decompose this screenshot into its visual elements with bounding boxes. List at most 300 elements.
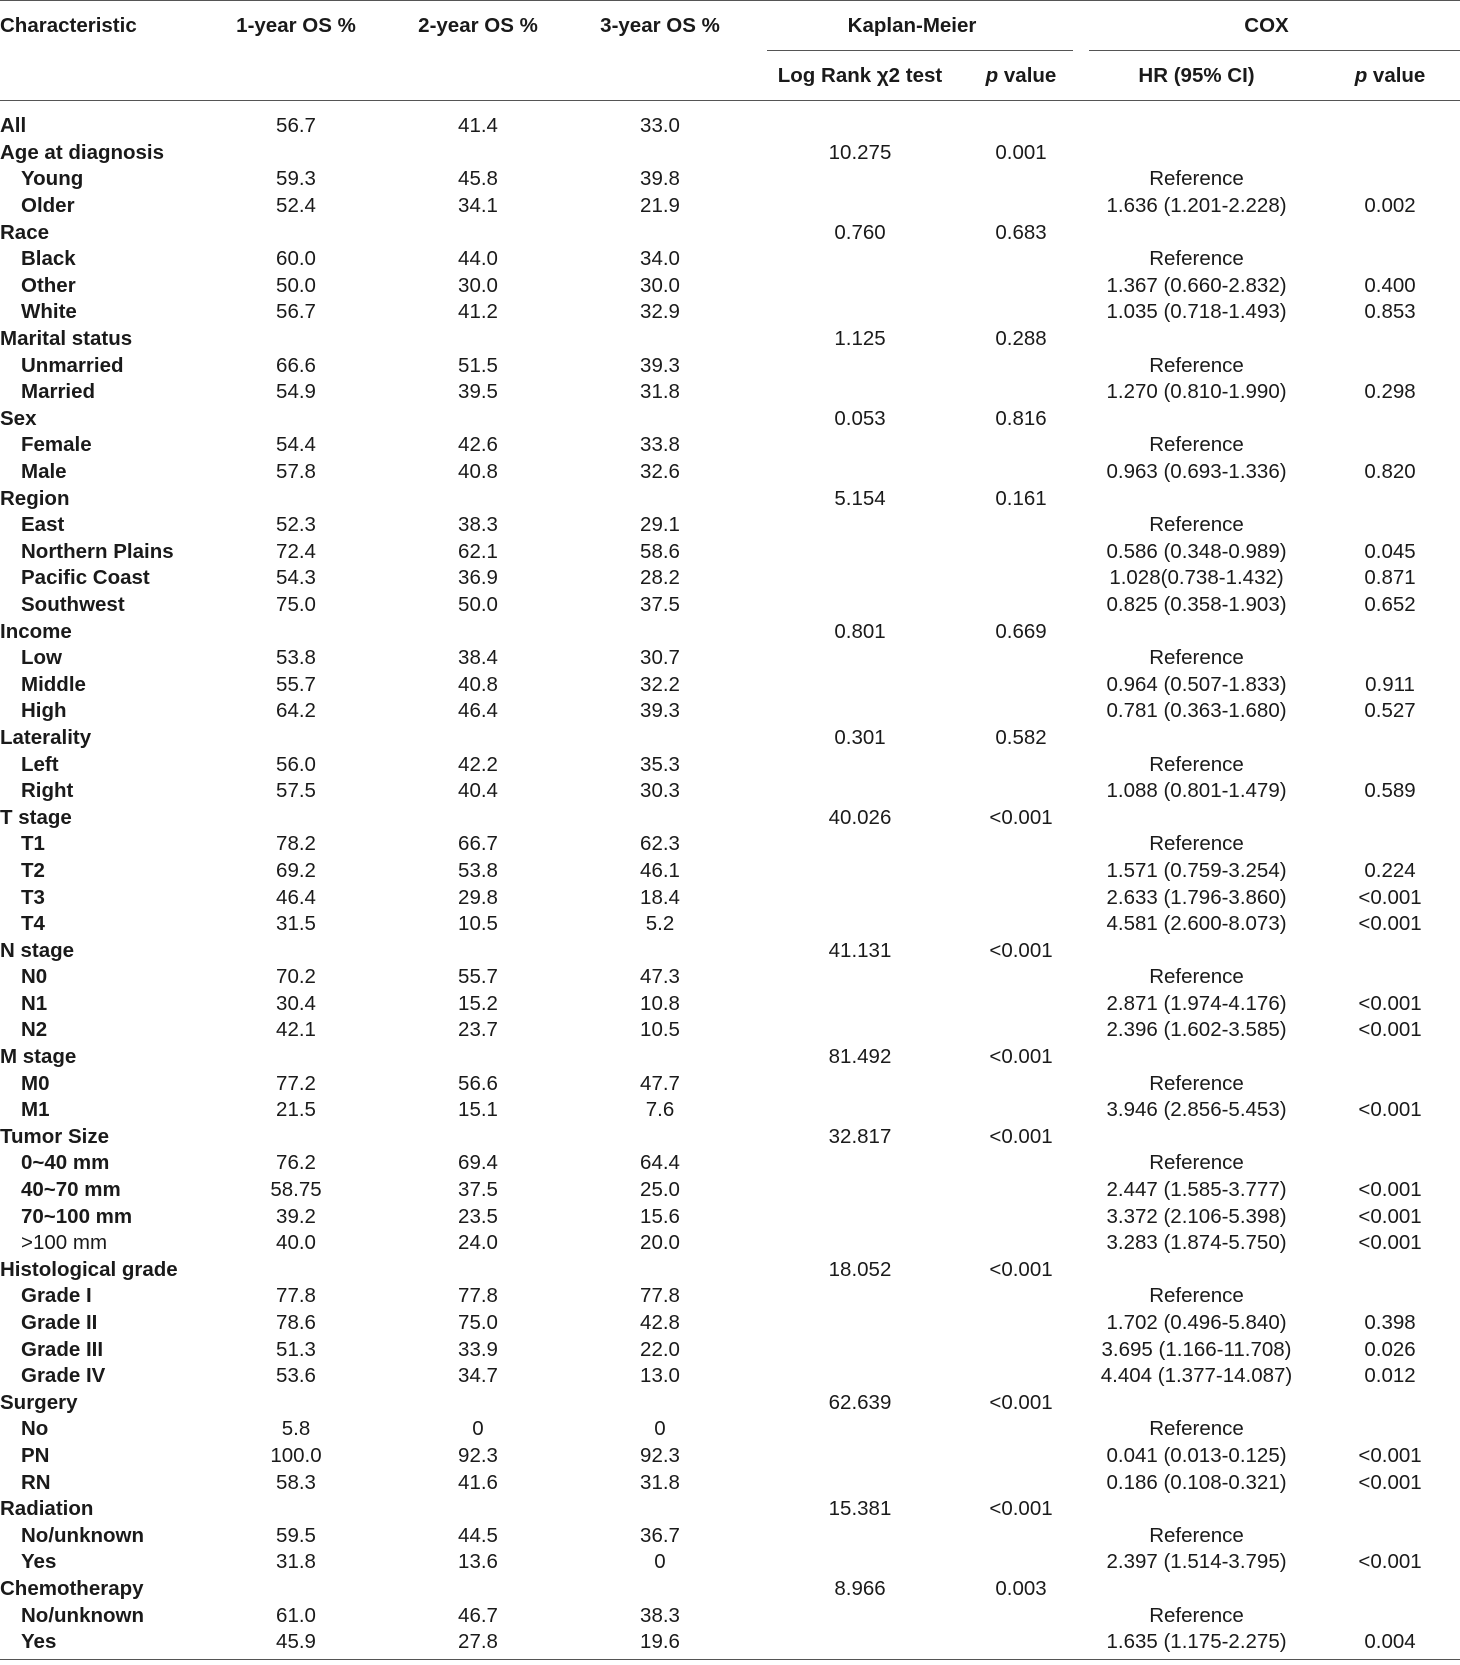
os2-value: 36.9 (458, 566, 498, 590)
table-row (0, 219, 1460, 246)
table-row (0, 1177, 1460, 1204)
os3-value (569, 937, 751, 964)
table-row (0, 1602, 1460, 1629)
cox-p-value: <0.001 (1358, 1098, 1422, 1122)
table-row (0, 592, 1460, 619)
os2-value: 10.5 (458, 912, 498, 936)
row-label: No/unknown (21, 1603, 144, 1627)
table-row (0, 858, 1460, 885)
row-label: Chemotherapy (0, 1576, 144, 1600)
hr-value (1073, 937, 1320, 964)
cox-p-value: 0.820 (1364, 460, 1416, 484)
os1-value: 45.9 (205, 1629, 387, 1660)
os1-value: 61.0 (276, 1603, 316, 1627)
hr-value: 1.367 (0.660-2.832) (1106, 273, 1287, 297)
table-row (0, 101, 1460, 140)
hr-value: Reference (1149, 433, 1244, 457)
km-p-value (969, 565, 1073, 592)
cox-p-value (1320, 1390, 1460, 1417)
log-rank-value (751, 991, 969, 1018)
hr-value: 4.581 (2.600-8.073) (1106, 912, 1287, 936)
hr-value: Reference (1149, 752, 1244, 776)
os1-value: 59.5 (276, 1523, 316, 1547)
os2-value (387, 618, 569, 645)
row-label: N stage (0, 938, 75, 962)
os1-value: 51.3 (276, 1337, 316, 1361)
log-rank-value (751, 1203, 969, 1230)
table-row (0, 1443, 1460, 1470)
os3-value: 77.8 (640, 1284, 680, 1308)
hr-value: 1.635 (1.175-2.275) (1073, 1629, 1320, 1660)
table-row (0, 459, 1460, 486)
log-rank-value: 0.053 (834, 406, 886, 430)
os1-value: 69.2 (276, 858, 316, 882)
hr-value (1073, 1496, 1320, 1523)
os1-value: 57.8 (276, 460, 316, 484)
header-os2: 2-year OS % (418, 14, 538, 37)
hr-value: Reference (1149, 965, 1244, 989)
os2-value (387, 1044, 569, 1071)
os1-value: 100.0 (270, 1443, 322, 1467)
os1-value: 78.2 (276, 832, 316, 856)
row-label: Grade II (21, 1311, 98, 1335)
os3-value: 29.1 (640, 513, 680, 537)
os3-value (569, 618, 751, 645)
hr-value: Reference (1149, 513, 1244, 537)
row-label: Unmarried (21, 353, 124, 377)
table-row (0, 1230, 1460, 1257)
header-cox: COX (1073, 1, 1460, 52)
cox-p-value: 0.298 (1364, 380, 1416, 404)
os1-value (205, 1124, 387, 1151)
os3-value: 33.8 (640, 433, 680, 457)
os2-value: 37.5 (458, 1178, 498, 1202)
table-row (0, 299, 1460, 326)
row-label: Region (0, 486, 70, 510)
os1-value (205, 219, 387, 246)
log-rank-value: 41.131 (828, 938, 892, 962)
cox-p-value: 0.004 (1320, 1629, 1460, 1660)
os2-value: 46.7 (458, 1603, 498, 1627)
log-rank-value: 0.760 (834, 220, 886, 244)
row-label: Female (21, 433, 92, 457)
log-rank-value (751, 1150, 969, 1177)
table-row (0, 1124, 1460, 1151)
os1-value: 75.0 (276, 592, 316, 616)
os1-value: 58.3 (276, 1470, 316, 1494)
row-label: Radiation (0, 1497, 94, 1521)
row-label: Income (0, 619, 72, 643)
row-label: Northern Plains (21, 539, 174, 563)
os3-value (569, 219, 751, 246)
os3-value: 39.3 (640, 699, 680, 723)
os1-value: 56.7 (276, 114, 316, 138)
hr-value: 1.571 (0.759-3.254) (1106, 858, 1287, 882)
cox-p-value (1320, 406, 1460, 433)
os2-value: 40.8 (458, 460, 498, 484)
km-p-value (969, 1230, 1073, 1257)
os1-value: 52.3 (276, 513, 316, 537)
log-rank-value (751, 565, 969, 592)
os2-value: 30.0 (458, 273, 498, 297)
os1-value: 60.0 (276, 247, 316, 271)
km-p-value (969, 751, 1073, 778)
cox-p-value (1320, 1602, 1460, 1629)
km-p-value (969, 1416, 1073, 1443)
hr-value: Reference (1149, 1603, 1244, 1627)
os1-value: 53.8 (276, 646, 316, 670)
log-rank-value (751, 193, 969, 220)
table-row (0, 1469, 1460, 1496)
os3-value (569, 1390, 751, 1417)
os3-value: 36.7 (640, 1523, 680, 1547)
cox-p-value (1320, 1576, 1460, 1603)
cox-p-value (1320, 831, 1460, 858)
cox-p-value (1320, 725, 1460, 752)
os2-value: 51.5 (458, 353, 498, 377)
header-blank (387, 51, 569, 101)
table-row (0, 246, 1460, 273)
cox-p-value (1320, 219, 1460, 246)
os1-value (205, 1044, 387, 1071)
log-rank-value (751, 671, 969, 698)
os1-value (205, 326, 387, 353)
log-rank-value (751, 1522, 969, 1549)
os1-value (205, 1390, 387, 1417)
table-row (0, 725, 1460, 752)
hr-value: Reference (1149, 1151, 1244, 1175)
os1-value: 31.8 (276, 1550, 316, 1574)
km-p-value (969, 1283, 1073, 1310)
os2-value (387, 406, 569, 433)
table-row (0, 778, 1460, 805)
os2-value (387, 937, 569, 964)
table-row (0, 991, 1460, 1018)
os1-value: 50.0 (276, 273, 316, 297)
os1-value: 40.0 (276, 1231, 316, 1255)
table-row (0, 1203, 1460, 1230)
table-row (0, 937, 1460, 964)
os3-value (569, 1496, 751, 1523)
os1-value (205, 406, 387, 433)
log-rank-value (751, 698, 969, 725)
table-row (0, 1629, 1460, 1660)
cox-p-value (1320, 1496, 1460, 1523)
os2-value: 62.1 (458, 539, 498, 563)
km-p-value: <0.001 (989, 1257, 1053, 1281)
row-label: East (21, 513, 65, 537)
os3-value (569, 804, 751, 831)
os2-value (387, 140, 569, 167)
km-p-value (969, 1150, 1073, 1177)
table-row (0, 1017, 1460, 1044)
hr-value: Reference (1149, 167, 1244, 191)
table-row (0, 645, 1460, 672)
km-p-value (969, 246, 1073, 273)
row-label: M stage (0, 1045, 77, 1069)
log-rank-value (751, 1443, 969, 1470)
row-label: Southwest (21, 592, 125, 616)
table-row (0, 1496, 1460, 1523)
os2-value: 41.2 (458, 300, 498, 324)
cox-p-value (1320, 804, 1460, 831)
cox-p-value (1320, 1522, 1460, 1549)
os2-value (387, 219, 569, 246)
os2-value: 56.6 (458, 1071, 498, 1095)
os3-value: 42.8 (640, 1311, 680, 1335)
cox-p-value (1320, 140, 1460, 167)
os3-value (569, 1576, 751, 1603)
os2-value: 38.4 (458, 646, 498, 670)
os1-value: 54.4 (276, 433, 316, 457)
km-p-value (969, 101, 1073, 140)
row-label: Male (21, 460, 67, 484)
hr-value (1073, 219, 1320, 246)
table-row (0, 1390, 1460, 1417)
os3-value: 22.0 (640, 1337, 680, 1361)
hr-value: 2.633 (1.796-3.860) (1106, 885, 1287, 909)
os3-value (569, 485, 751, 512)
row-label: M1 (21, 1098, 50, 1122)
hr-value (1073, 406, 1320, 433)
row-label: Tumor Size (0, 1124, 109, 1148)
log-rank-value (751, 858, 969, 885)
os3-value: 46.1 (640, 858, 680, 882)
os1-value: 5.8 (281, 1417, 311, 1441)
table-row (0, 804, 1460, 831)
os2-value: 38.3 (458, 513, 498, 537)
os3-value: 21.9 (640, 194, 680, 218)
p-rest: value (1367, 63, 1426, 87)
cox-p-value (1320, 1124, 1460, 1151)
os2-value: 45.8 (458, 167, 498, 191)
os2-value: 40.8 (458, 672, 498, 696)
log-rank-value (751, 1336, 969, 1363)
km-p-value (969, 166, 1073, 193)
hr-value: Reference (1149, 247, 1244, 271)
cox-p-value: <0.001 (1358, 912, 1422, 936)
os1-value (205, 618, 387, 645)
header-cox-p-value (1320, 51, 1460, 101)
row-label: Left (21, 752, 59, 776)
row-label: All (0, 114, 27, 138)
os1-value: 46.4 (276, 885, 316, 909)
os3-value: 58.6 (640, 539, 680, 563)
km-p-value (969, 592, 1073, 619)
table-row (0, 379, 1460, 406)
hr-value: 1.035 (0.718-1.493) (1106, 300, 1287, 324)
cox-p-value (1320, 751, 1460, 778)
os2-value (387, 1390, 569, 1417)
header-blank (569, 51, 751, 101)
km-p-value: <0.001 (989, 1390, 1053, 1414)
cox-p-value: <0.001 (1358, 885, 1422, 909)
cox-p-value (1320, 166, 1460, 193)
os2-value: 42.2 (458, 752, 498, 776)
os3-value: 37.5 (640, 592, 680, 616)
hr-value: 0.825 (0.358-1.903) (1106, 592, 1287, 616)
hr-value: 0.781 (0.363-1.680) (1106, 699, 1287, 723)
os2-value: 24.0 (458, 1231, 498, 1255)
cox-p-value (1320, 432, 1460, 459)
os1-value: 39.2 (276, 1204, 316, 1228)
log-rank-value (751, 459, 969, 486)
os1-value (205, 140, 387, 167)
table-row (0, 166, 1460, 193)
row-label: 70~100 mm (21, 1204, 133, 1228)
cox-p-value: 0.527 (1364, 699, 1416, 723)
hr-value (1073, 1576, 1320, 1603)
cox-p-value (1320, 1070, 1460, 1097)
log-rank-value (751, 1469, 969, 1496)
row-label: T2 (21, 858, 45, 882)
row-label: M0 (21, 1071, 50, 1095)
row-label: Pacific Coast (21, 566, 150, 590)
hr-value: 1.028(0.738-1.432) (1109, 566, 1284, 590)
cox-p-value (1320, 326, 1460, 353)
table-row (0, 539, 1460, 566)
km-p-value (969, 512, 1073, 539)
os3-value: 62.3 (640, 832, 680, 856)
log-rank-value: 0.801 (834, 619, 886, 643)
km-p-value (969, 299, 1073, 326)
log-rank-value (751, 1602, 969, 1629)
os2-value: 42.6 (458, 433, 498, 457)
os1-value: 53.6 (276, 1364, 316, 1388)
km-p-value (969, 671, 1073, 698)
row-label: Surgery (0, 1390, 78, 1414)
log-rank-value: 18.052 (828, 1257, 892, 1281)
log-rank-value (751, 1310, 969, 1337)
os3-value: 0 (654, 1550, 666, 1574)
km-p-value: 0.683 (995, 220, 1047, 244)
hr-value: 2.397 (1.514-3.795) (1106, 1550, 1287, 1574)
km-p-value: 0.003 (995, 1576, 1047, 1600)
os1-value: 56.7 (276, 300, 316, 324)
km-p-value (969, 1522, 1073, 1549)
km-p-value (969, 273, 1073, 300)
hr-value: 1.702 (0.496-5.840) (1106, 1311, 1287, 1335)
os3-value: 20.0 (640, 1231, 680, 1255)
hr-value (1073, 725, 1320, 752)
os2-value (387, 725, 569, 752)
km-p-value (969, 1629, 1073, 1660)
cox-p-value (1320, 618, 1460, 645)
os1-value: 54.3 (276, 566, 316, 590)
row-label: 40~70 mm (21, 1178, 121, 1202)
row-label: Yes (21, 1550, 57, 1574)
cox-p-value (1320, 1150, 1460, 1177)
p-rest: value (998, 63, 1057, 87)
km-p-value (969, 964, 1073, 991)
table-row (0, 671, 1460, 698)
os2-value: 41.6 (458, 1470, 498, 1494)
hr-value (1073, 1257, 1320, 1284)
os3-value: 31.8 (640, 1470, 680, 1494)
os1-value: 59.3 (276, 167, 316, 191)
row-label: Yes (0, 1629, 205, 1660)
table-row (0, 352, 1460, 379)
row-label: No/unknown (21, 1523, 144, 1547)
os2-value: 53.8 (458, 858, 498, 882)
os2-value: 40.4 (458, 779, 498, 803)
hr-value: 2.396 (1.602-3.585) (1106, 1018, 1287, 1042)
cox-p-value: 0.002 (1364, 194, 1416, 218)
km-p-value (969, 698, 1073, 725)
os2-value (387, 804, 569, 831)
header-log-rank: Log Rank χ2 test (777, 63, 943, 87)
os3-value: 39.3 (640, 353, 680, 377)
log-rank-value: 40.026 (828, 805, 892, 829)
table-row (0, 1070, 1460, 1097)
cox-p-value: 0.012 (1364, 1364, 1416, 1388)
cox-p-value (1320, 352, 1460, 379)
os1-value: 64.2 (276, 699, 316, 723)
os3-value (569, 326, 751, 353)
log-rank-value (751, 352, 969, 379)
row-label: RN (21, 1470, 51, 1494)
cox-p-value: 0.398 (1364, 1311, 1416, 1335)
os2-value: 44.5 (458, 1523, 498, 1547)
log-rank-value (751, 592, 969, 619)
log-rank-value (751, 1177, 969, 1204)
km-p-value: 0.288 (995, 327, 1047, 351)
os3-value: 30.3 (640, 779, 680, 803)
cox-p-value: <0.001 (1358, 1443, 1422, 1467)
row-label: Black (21, 247, 76, 271)
table-row (0, 406, 1460, 433)
row-label: 0~40 mm (21, 1151, 110, 1175)
os1-value: 54.9 (276, 380, 316, 404)
log-rank-value: 0.301 (834, 725, 886, 749)
row-label: Low (21, 646, 62, 670)
os2-value: 29.8 (458, 885, 498, 909)
os3-value (569, 140, 751, 167)
table-row (0, 273, 1460, 300)
os2-value: 15.1 (458, 1098, 498, 1122)
hr-value: 3.946 (2.856-5.453) (1106, 1098, 1287, 1122)
cox-p-value (1320, 964, 1460, 991)
log-rank-value (751, 273, 969, 300)
header-km-p-value (969, 51, 1073, 101)
cox-p-value: 0.853 (1364, 300, 1416, 324)
table-row (0, 831, 1460, 858)
os1-value (205, 1496, 387, 1523)
header-blank (205, 51, 387, 101)
row-label: Histological grade (0, 1257, 178, 1281)
os2-value: 55.7 (458, 965, 498, 989)
row-label: N2 (21, 1018, 48, 1042)
os1-value: 77.8 (276, 1284, 316, 1308)
header-blank (0, 51, 205, 101)
km-p-value (969, 539, 1073, 566)
log-rank-value (751, 911, 969, 938)
row-label: T4 (21, 912, 45, 936)
os3-value: 34.0 (640, 247, 680, 271)
km-p-value: <0.001 (989, 1124, 1053, 1148)
log-rank-value (751, 512, 969, 539)
os2-value: 92.3 (458, 1443, 498, 1467)
os1-value: 58.75 (270, 1178, 322, 1202)
hr-value (1073, 101, 1320, 140)
hr-value: 0.186 (0.108-0.321) (1106, 1470, 1287, 1494)
km-p-value (969, 1177, 1073, 1204)
hr-value (1073, 1390, 1320, 1417)
table-row (0, 1257, 1460, 1284)
km-p-value (969, 911, 1073, 938)
header-os1: 1-year OS % (236, 14, 356, 37)
os1-value: 56.0 (276, 752, 316, 776)
